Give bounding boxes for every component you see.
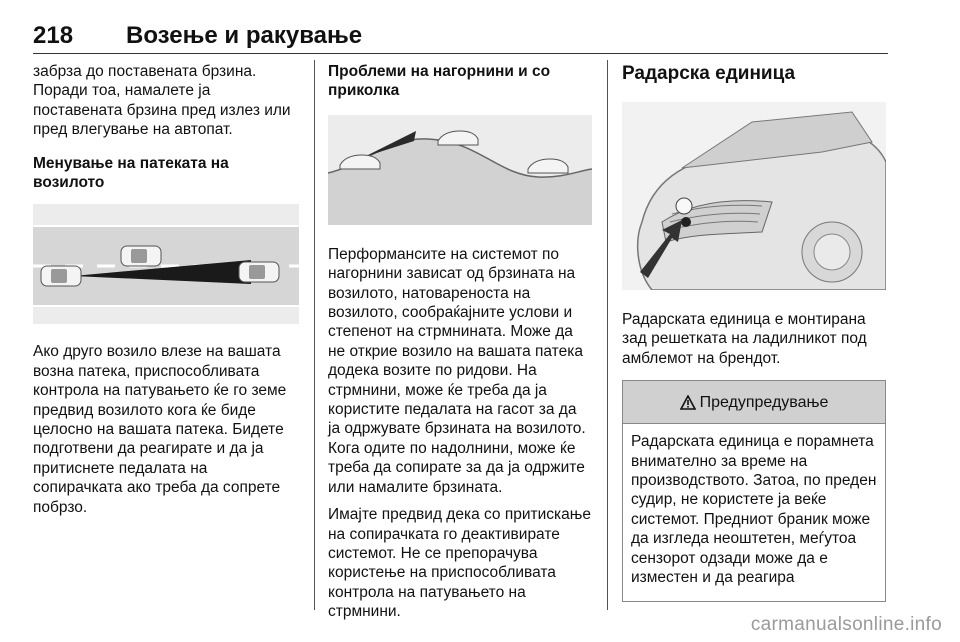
column-1: [33, 62, 299, 517]
warning-title: Предупредување: [699, 393, 829, 411]
warning-box: [622, 380, 886, 602]
car-front-drawing: [622, 102, 886, 290]
paragraph: Радарската единица е монтирана зад решетката на ладилникот под амблемот на брендот.: [622, 311, 867, 367]
paragraph: Имајте предвид дека со притискање на сопирачката го деактивирате системот. Не се препорачува користење на приспособливата контрола на патувањето на стрмнини.: [328, 506, 591, 621]
other-car-icon: [121, 246, 161, 266]
radar-unit-illustration: [622, 102, 886, 290]
column-divider: [607, 60, 608, 610]
header-rule: [33, 53, 888, 54]
paragraph: Перформансите на системот по нагорнини зависат од брзината на возилото, натовареноста на возилото, сообраќајните услови и степенот на стрмнината. Може да не открие возило на вашата патека додека возите по ридови. На стрмнини, може ќе треба да ја користите педалата на гасот за да ја одржувате брзината на возилото. Кога одите по надолнини, може ќе треба да сопирате за да ја одржите или намалите брзината.: [328, 245, 586, 496]
footer-watermark: carmanualsonline.info: [750, 614, 942, 635]
lane-change-drawing: [33, 204, 299, 324]
hill-illustration: [328, 115, 592, 225]
page-title: Возење и ракување: [126, 22, 363, 49]
page-header: [33, 22, 888, 58]
warning-body: Радарската единица е порамнета внимателно за време на производството. Затоа, по преден судир, не користете ја веќе системот. Предниот браник може да изгледа неоштетен, меѓутоа сензорот одзади може да е изместен и да реагира: [631, 433, 877, 587]
car-icon: [340, 155, 380, 169]
section-heading: Радарска единица: [622, 63, 796, 84]
column-3: [622, 62, 886, 602]
brand-emblem: [676, 198, 692, 214]
column-2: [328, 62, 592, 622]
car-icon: [438, 131, 478, 145]
paragraph: забрза до поставената брзина. Поради тоа, намалете ја поставената брзина пред излез или пред влегување на автопат.: [33, 63, 291, 139]
warning-triangle-icon: [680, 395, 696, 410]
own-car-icon: [41, 266, 81, 286]
car-icon: [528, 159, 568, 173]
lane-change-illustration: [33, 204, 299, 324]
page-number: 218: [33, 22, 74, 49]
hill-drawing: [328, 115, 592, 225]
subheading-lane-change: Менување на патеката на возилото: [33, 154, 229, 192]
subheading-hills-trailer: Проблеми на нагорнини и со приколка: [328, 63, 551, 100]
paragraph: Ако друго возило влезе на вашата возна патека, приспособливата контрола на патувањето ќе го земе предвид возилото кога ќе биде целосно на вашата патека. Бидете подготвени да реагирате и да ја притиснете педалата на сопирачката ако треба да сопрете побрзо.: [33, 343, 287, 516]
column-divider: [314, 60, 315, 610]
warning-header: [623, 381, 885, 424]
target-car-icon: [239, 262, 279, 282]
radar-sensor: [681, 217, 691, 227]
